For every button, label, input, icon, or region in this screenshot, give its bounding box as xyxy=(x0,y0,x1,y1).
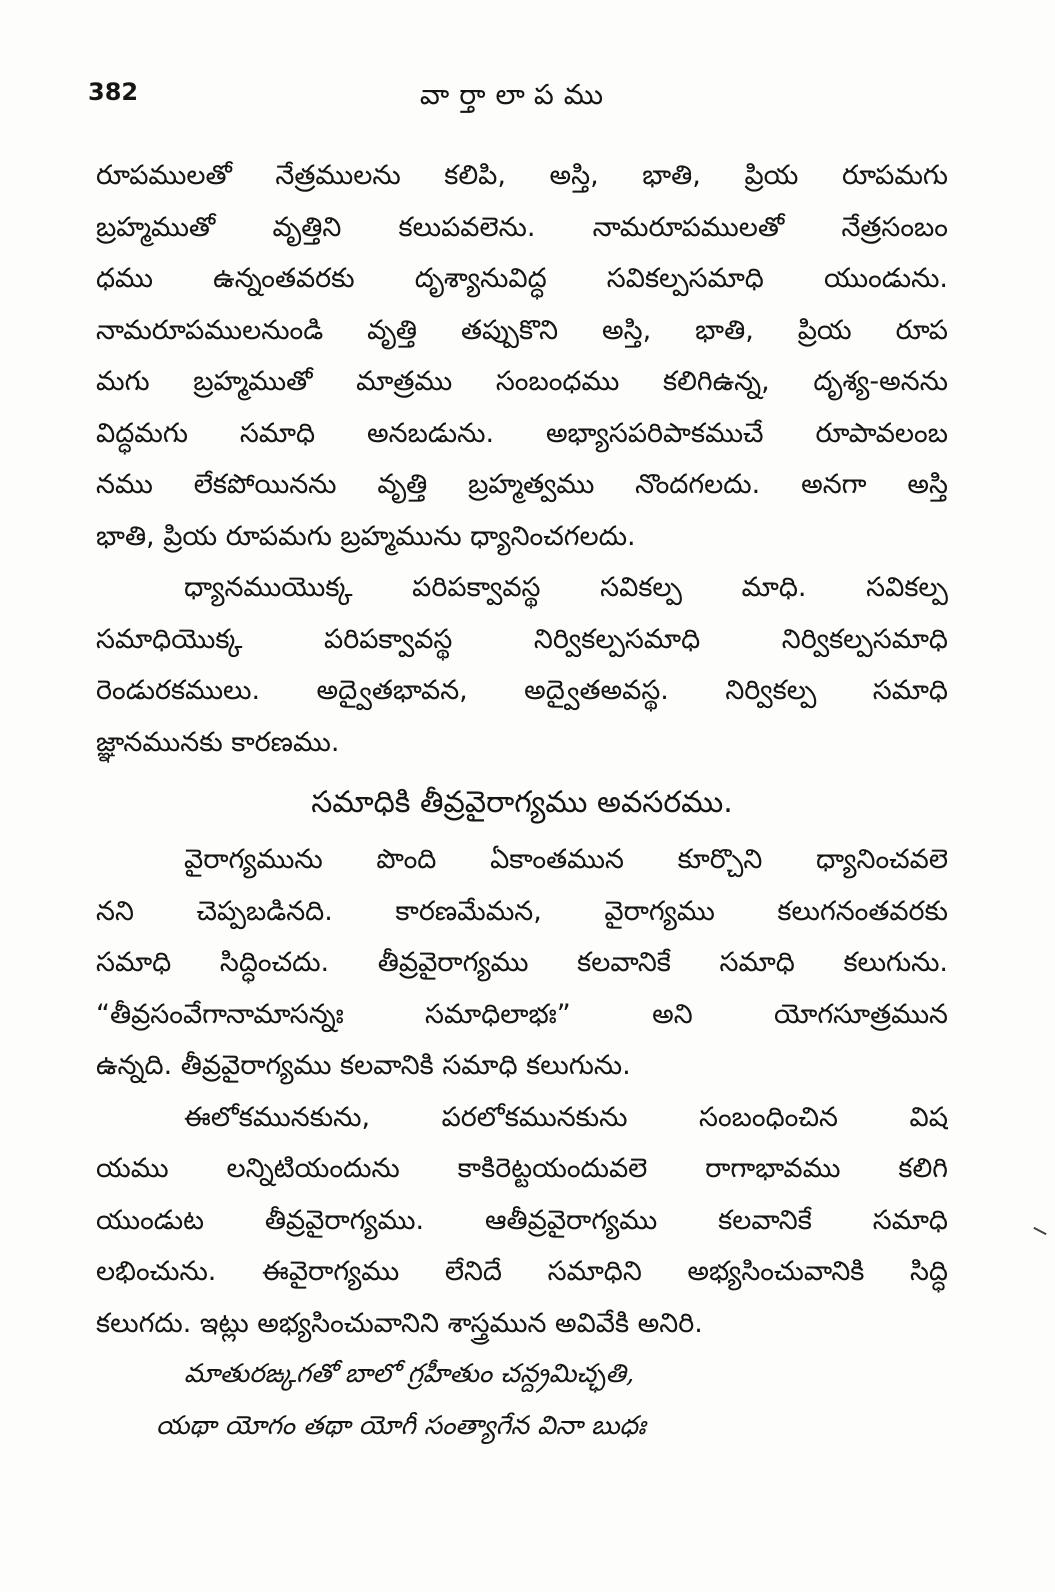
paragraph-3 xyxy=(96,834,948,1092)
text-line: ఉన్నది. తీవ్రవైరాగ్యము కలవానికి సమాధి కలుగును. xyxy=(96,1050,631,1081)
text-line: నము లేకపోయినను వృత్తి బ్రహ్మత్వము నొందగలదు. అనగా అస్తి xyxy=(96,469,948,500)
page-body xyxy=(96,150,948,1452)
sanskrit-verse xyxy=(96,1349,948,1452)
verse-line: యథా యోగం తథా యోగీ సంత్యాగేన వినా బుధః xyxy=(156,1410,646,1441)
text-line: రెండురకములు. అద్వైతభావన, అద్వైతఅవస్థ. నిర్వికల్ప సమాధి xyxy=(96,675,948,706)
text-line: వైరాగ్యమును పొంది ఏకాంతమున కూర్చొని ధ్యానించవలె xyxy=(184,844,948,875)
text-line: విద్ధమగు సమాధి అనబడును. అభ్యాసపరిపాకముచే రూపావలంబ xyxy=(96,417,948,449)
text-line: ధము ఉన్నంతవరకు దృశ్యానువిద్ధ సవికల్పసమాధి యుండును. xyxy=(96,263,948,294)
page-number: 382 xyxy=(88,78,139,106)
text-line: ధ్యానముయొక్క పరిపక్వావస్థ సవికల్ప మాధి. సవికల్ప xyxy=(184,572,948,603)
scan-edge-mark xyxy=(1033,1227,1046,1235)
running-title: వార్తాలాపము xyxy=(419,78,614,111)
text-line: కలుగదు. ఇట్లు అభ్యసించువానిని శాస్త్రమున అవివేకి అనిరి. xyxy=(96,1307,703,1339)
text-line: జ్ఞానమునకు కారణము. xyxy=(96,726,340,758)
paragraph-2 xyxy=(96,562,948,768)
paragraph-4 xyxy=(96,1092,948,1350)
text-line: రూపములతో నేత్రములను కలిపి, అస్తి, భాతి, ప్రియ రూపమగు xyxy=(96,160,948,191)
section-heading: సమాధికి తీవ్రవైరాగ్యము అవసరము. xyxy=(311,785,733,820)
text-line: యుండుట తీవ్రవైరాగ్యము. ఆతీవ్రవైరాగ్యము కలవానికే సమాధి xyxy=(96,1204,948,1236)
text-line: బ్రహ్మముతో వృత్తిని కలుపవలెను. నామరూపములతో నేత్రసంబం xyxy=(96,211,948,243)
text-line: సమాధి సిద్ధించదు. తీవ్రవైరాగ్యము కలవానికే సమాధి కలుగును. xyxy=(96,947,948,978)
text-line: యము లన్నిటియందును కాకిరెట్టయందువలె రాగాభావము కలిగి xyxy=(96,1153,948,1184)
text-line: “తీవ్రసంవేగానామాసన్నః సమాధిలాభః” అని యోగసూత్రమున xyxy=(96,998,948,1030)
text-line: ఈలోకమునకును, పరలోకమునకును సంబంధించిన విష xyxy=(184,1101,948,1133)
verse-line: మాతురఙ్కగతో బాలో గ్రహీతుం చన్ద్రమిచ్ఛతి, xyxy=(184,1359,635,1389)
page-header xyxy=(88,78,945,118)
text-line: మగు బ్రహ్మముతో మాత్రము సంబంధము కలిగిఉన్న, దృశ్య-అనను xyxy=(96,366,948,397)
text-line: భాతి, ప్రియ రూపమగు బ్రహ్మమును ధ్యానించగలదు. xyxy=(96,520,636,552)
paragraph-1 xyxy=(96,150,948,562)
text-line: లభించును. ఈవైరాగ్యము లేనిదే సమాధిని అభ్యసించువానికి సిద్ధి xyxy=(96,1256,948,1287)
text-line: నని చెప్పబడినది. కారణమేమన, వైరాగ్యము కలుగనంతవరకు xyxy=(96,895,948,927)
text-line: సమాధియొక్క పరిపక్వావస్థ నిర్వికల్పసమాధి నిర్వికల్పసమాధి xyxy=(96,623,948,655)
text-line: నామరూపములనుండి వృత్తి తప్పుకొని అస్తి, భాతి, ప్రియ రూప xyxy=(96,314,948,346)
